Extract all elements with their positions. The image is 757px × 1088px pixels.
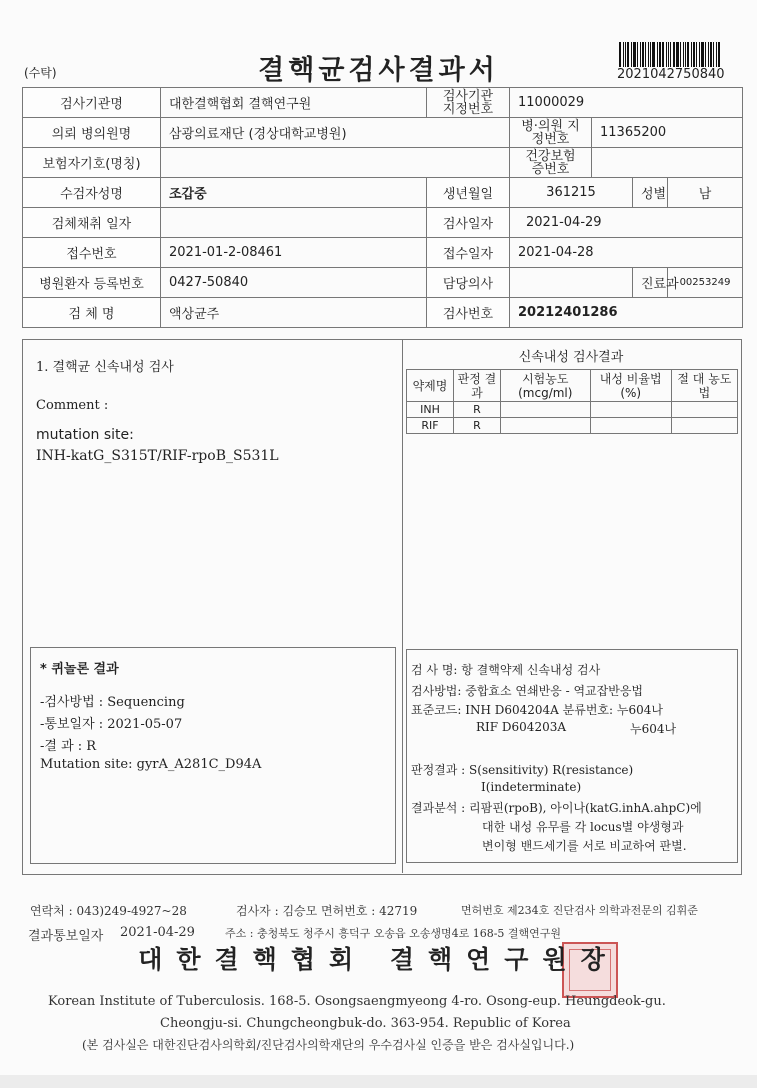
- hosp-no-label: 병·의원 지정번호: [510, 118, 592, 148]
- barcode-bar: [680, 42, 681, 67]
- test-date-label: 검사일자: [427, 208, 510, 238]
- barcode-bar: [662, 42, 664, 67]
- barcode-bar: [666, 42, 667, 67]
- analysis-line-3: 변이형 밴드세기를 서로 비교하여 판별.: [482, 839, 687, 853]
- barcode-bar: [696, 42, 697, 67]
- barcode-bar: [642, 42, 644, 67]
- barcode-bar: [699, 42, 700, 67]
- barcode-bar: [708, 42, 709, 67]
- birth-value: 361215: [510, 178, 633, 208]
- doctor-label: 담당의사: [427, 268, 510, 298]
- section-title: 1. 결핵균 신속내성 검사: [36, 360, 174, 375]
- barcode-bar: [640, 42, 641, 67]
- notify-date: 2021-04-29: [120, 925, 195, 940]
- insured-label: 보험자기호(명칭): [23, 148, 161, 178]
- table-row: [407, 418, 738, 434]
- barcode-bar: [701, 42, 704, 67]
- analysis-line-2: 대한 내성 유무를 각 locus별 야생형과: [482, 820, 684, 834]
- receipt-no-value: 2021-01-2-08461: [161, 238, 427, 268]
- address-en-line-2: Cheongju-si. Chungcheongbuk-do. 363-954. Republic of Korea: [160, 1016, 571, 1031]
- lab-value: 대한결핵협회 결핵연구원: [161, 88, 427, 118]
- notify-label: 결과통보일자: [28, 929, 104, 944]
- barcode-bar: [693, 42, 695, 67]
- barcode-bar: [691, 42, 692, 67]
- results-table: [406, 369, 738, 434]
- sex-value: 남: [668, 178, 743, 208]
- sex-label: 성별: [633, 178, 668, 208]
- barcode-bar: [659, 42, 661, 67]
- lab-label: 검사기관명: [23, 88, 161, 118]
- barcode-bar: [645, 42, 646, 67]
- hosp-no-value: 11365200: [592, 118, 743, 148]
- patient-info-table: [22, 87, 743, 328]
- lab-no-value: 11000029: [510, 88, 743, 118]
- quinolone-method: -검사방법 : Sequencing: [40, 695, 185, 710]
- drug-name: INH: [407, 402, 454, 418]
- specialist: 면허번호 제234호 진단검사 의학과전문의 김휘준: [461, 904, 698, 917]
- results-header: 판정 결과: [453, 370, 500, 402]
- results-header: 절 대 농도법: [671, 370, 737, 402]
- address-en-line-1: Korean Institute of Tuberculosis. 168-5. Osongsaengmyeong 4-ro. Osong-eup. Heungdeok-gu.: [48, 994, 666, 1009]
- method-class-2: 누604나: [630, 722, 677, 736]
- barcode-bar: [648, 42, 649, 67]
- barcode-bar: [631, 42, 632, 67]
- dept-label: 진료과: [633, 268, 668, 298]
- request-label: 의뢰 병의원명: [23, 118, 161, 148]
- results-header: 내성 비율법(%): [590, 370, 671, 402]
- drug-result: R: [453, 402, 500, 418]
- document-title: 결핵균검사결과서: [258, 55, 499, 86]
- results-header: 약제명: [407, 370, 454, 402]
- barcode-bar: [716, 42, 717, 67]
- examiner: 검사자 : 김승모 면허번호 : 42719: [236, 904, 418, 918]
- patient-label: 수검자성명: [23, 178, 161, 208]
- barcode: [619, 42, 723, 67]
- barcode-bar: [627, 42, 629, 67]
- institute-signature: 대한결핵협회 결핵연구원장: [138, 945, 619, 974]
- method-code-1: 표준코드: INH D604204A 분류번호: 누604나: [411, 703, 663, 717]
- drug-name: RIF: [407, 418, 454, 434]
- insurance-no-value: [592, 148, 743, 178]
- reg-no-label: 병원환자 등록번호: [23, 268, 161, 298]
- receipt-date-value: 2021-04-28: [510, 238, 743, 268]
- comment-label: Comment :: [36, 398, 109, 413]
- results-title: 신속내성 검사결과: [518, 350, 624, 365]
- dept-value: 00253249: [668, 268, 743, 298]
- mutation-sites: INH-katG_S315T/RIF-rpoB_S531L: [36, 448, 279, 464]
- barcode-bar: [625, 42, 626, 67]
- insurance-no-label: 건강보험 증번호: [510, 148, 592, 178]
- patient-name: 조갑중: [161, 178, 427, 208]
- test-date-value: 2021-04-29: [510, 208, 743, 238]
- reg-no-value: 0427-50840: [161, 268, 427, 298]
- judge-line-1: 판정결과 : S(sensitivity) R(resistance): [411, 763, 634, 777]
- birth-label: 생년월일: [427, 178, 510, 208]
- judge-line-2: I(indeterminate): [481, 780, 582, 794]
- method-name: 검 사 명: 항 결핵약제 신속내성 검사: [411, 663, 601, 677]
- barcode-bar: [713, 42, 714, 67]
- barcode-bar: [623, 42, 624, 67]
- receipt-no-label: 접수번호: [23, 238, 161, 268]
- quinolone-mutation: Mutation site: gyrA_A281C_D94A: [40, 757, 262, 772]
- insured-value: [161, 148, 510, 178]
- barcode-bar: [670, 42, 671, 67]
- test-no-label: 검사번호: [427, 298, 510, 328]
- test-no-value: 20212401286: [510, 298, 743, 328]
- receipt-label: (수탁): [24, 66, 57, 80]
- barcode-bar: [637, 42, 638, 67]
- lab-no-label: 검사기관 지정번호: [427, 88, 510, 118]
- barcode-bar: [687, 42, 689, 67]
- mutation-label: mutation site:: [36, 427, 134, 443]
- drug-result: R: [453, 418, 500, 434]
- barcode-bar: [683, 42, 684, 67]
- quinolone-notify-date: -통보일자 : 2021-05-07: [40, 717, 183, 732]
- collect-value: [161, 208, 427, 238]
- collect-label: 검체채취 일자: [23, 208, 161, 238]
- barcode-bar: [650, 42, 651, 67]
- request-value: 삼광의료재단 (경상대학교병원): [161, 118, 510, 148]
- barcode-number: 2021042750840: [617, 67, 725, 82]
- specimen-label: 검 체 명: [23, 298, 161, 328]
- barcode-bar: [668, 42, 669, 67]
- barcode-bar: [718, 42, 720, 67]
- certification-note: (본 검사실은 대한진단검사의학회/진단검사의학재단의 우수검사실 인증을 받은 검사실입니다.): [82, 1038, 575, 1052]
- barcode-bar: [619, 42, 621, 67]
- specimen-value: 액상균주: [161, 298, 427, 328]
- barcode-bar: [652, 42, 655, 67]
- barcode-bar: [633, 42, 636, 67]
- receipt-date-label: 접수일자: [427, 238, 510, 268]
- barcode-bar: [673, 42, 675, 67]
- barcode-bar: [676, 42, 679, 67]
- quinolone-result: -결 과 : R: [40, 739, 97, 754]
- quinolone-title: * 퀴놀론 결과: [40, 662, 119, 677]
- barcode-bar: [657, 42, 658, 67]
- quinolone-box: [30, 647, 396, 864]
- contact: 연락처 : 043)249-4927~28: [30, 904, 187, 918]
- analysis-line-1: 결과분석 : 리팜핀(rpoB), 아이나(katG.inhA.ahpC)에: [411, 801, 702, 815]
- method-code-2: RIF D604203A: [476, 720, 567, 734]
- results-header: 시험농도 (mcg/ml): [500, 370, 590, 402]
- barcode-bar: [685, 42, 686, 67]
- doctor-value: [510, 268, 633, 298]
- barcode-bar: [705, 42, 706, 67]
- barcode-bar: [710, 42, 712, 67]
- method-procedure: 검사방법: 중합효소 연쇄반응 - 역교잡반응법: [411, 684, 644, 698]
- address-kr: 주소 : 충청북도 청주시 흥덕구 오송읍 오송생명4로 168-5 결핵연구원: [225, 927, 562, 940]
- table-row: [407, 402, 738, 418]
